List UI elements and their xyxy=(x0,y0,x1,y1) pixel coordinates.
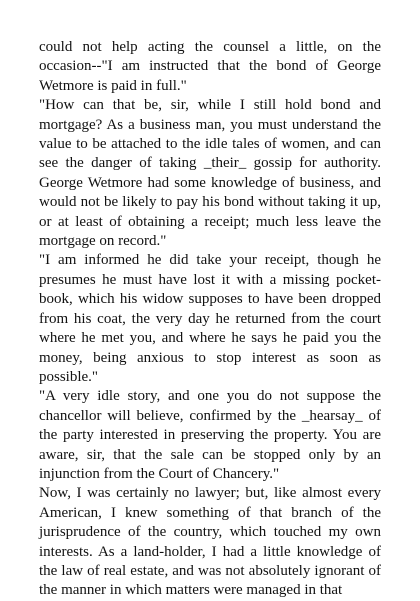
paragraph-1: could not help acting the counsel a little, on the occasion--"I am instructed that the bond of George Wetmore is paid in full." xyxy=(39,39,381,94)
paragraph-5: Now, I was certainly no lawyer; but, like almost every American, I knew something of that branch of the jurisprudence of the country, which touched my own interests. As a land-holder, I had a little knowledge of the law of real estate, and was not absolutely ignorant of the manner in which matters were managed in that xyxy=(39,485,381,599)
paragraph-2: "How can that be, sir, while I still hold bond and mortgage? As a business man, you must understand the value to be attached to the idle tales of women, and can see the danger of taking _their_ gossip for authority. George Wetmore had some knowledge of business, and would not be likely to pay his bond without taking it up, or at least of obtaining a receipt; much less leave the mortgage on record." xyxy=(39,97,381,250)
paragraph-4: "A very idle story, and one you do not suppose the chancellor will believe, confirmed by the _hearsay_ of the party interested in preserving the property. You are aware, sir, that the sale can be stopped only by an injunction from the Court of Chancery." xyxy=(39,388,381,482)
paragraph-3: "I am informed he did take your receipt, though he presumes he must have lost it with a missing pocket-book, which his widow supposes to have been dropped from his coat, the very day he returned from the court where he met you, and where he says he paid you the money, being anxious to stop interest as soon as possible." xyxy=(39,252,381,385)
